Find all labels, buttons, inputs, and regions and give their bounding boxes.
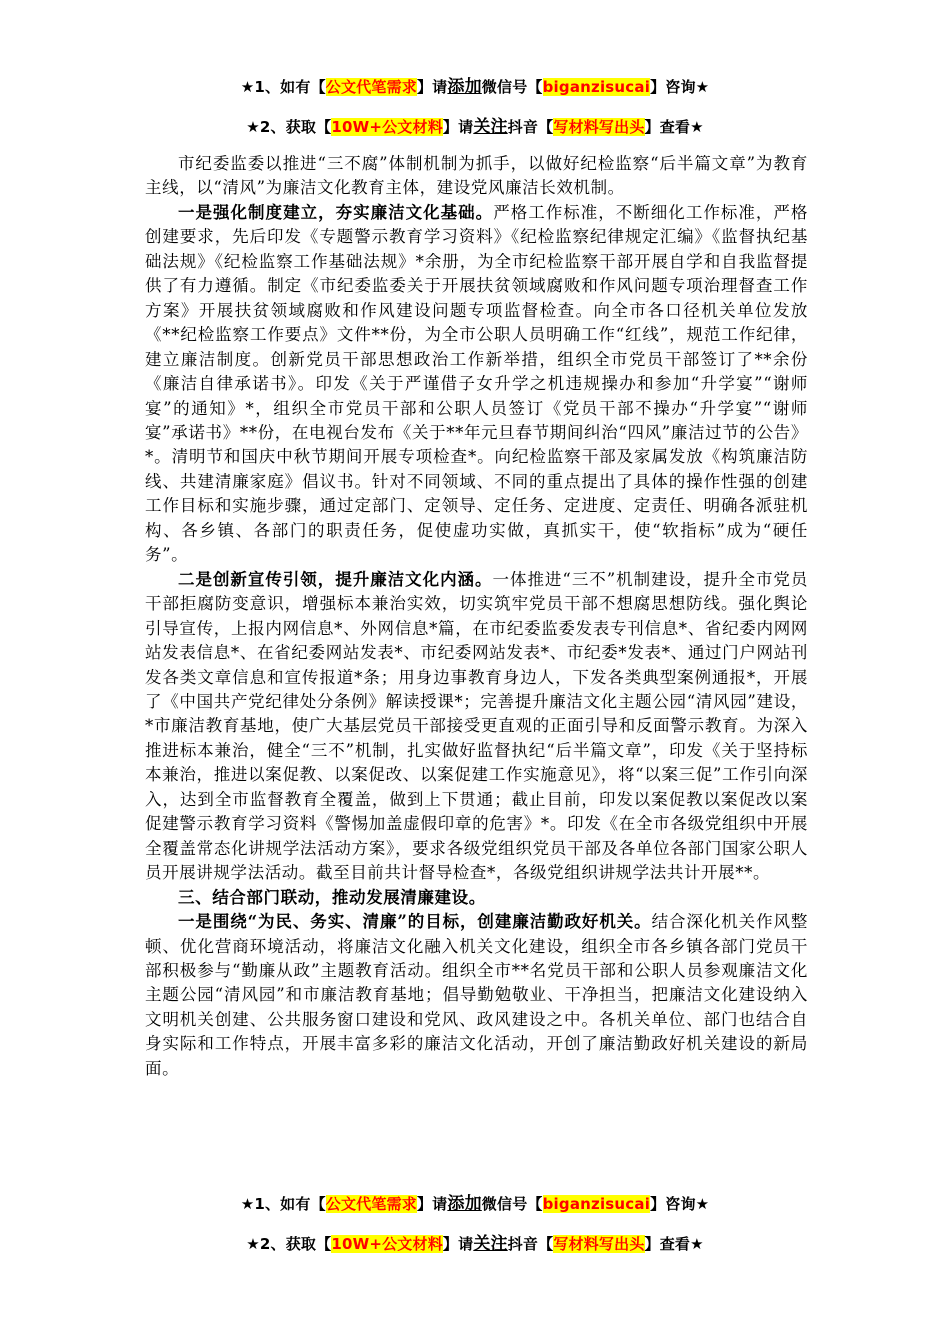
document-body — [145, 152, 808, 1081]
ad-banner-wechat-top: ★1、如有【公文代笔需求】请添加微信号【biganzisucai】咨询★ — [240, 77, 710, 97]
highlight-materials: 10W+公文材料 — [331, 118, 443, 136]
emphasis-add: 添加 — [447, 1194, 482, 1214]
emphasis-add: 添加 — [447, 77, 482, 97]
highlight-wechat-id: biganzisucai — [542, 1195, 651, 1213]
section-heading-three — [145, 886, 808, 910]
paragraph-system-building: 一是强化制度建立，夯实廉洁文化基础。严格工作标准，不断细化工作标准，严格创建要求，先后印发《专题警示教育学习资料》《纪检监察纪律规定汇编》《监督执纪基础法规》《纪检监察工作基础法规》*余册，为全市纪检监察干部开展自学和自我监督提供了有力遵循。制定《市纪委监委关于开展扶贫领域腐败和作风问题专项治理督查工作方案》开展扶贫领域腐败和作风建设问题专项监督检查。向全市各口径机关单位发放《**纪检监察工作要点》文件**份，为全市公职人员明确工作“红线”，规范工作纪律，建立廉洁制度。创新党员干部思想政治工作新举措，组织全市党员干部签订了**余份《廉洁自律承诺书》。印发《关于严谨借子女升学之机违规操办和参加“升学宴”“谢师宴”的通知》*，组织全市党员干部和公职人员签订《党员干部不操办“升学宴”“谢师宴”承诺书》**份，在电视台发布《关于**年元旦春节期间纠治“四风”廉洁过节的公告》*。清明节和国庆中秋节期间开展专项检查*。向纪检监察干部及家属发放《构筑廉洁防线、共建清廉家庭》倡议书。针对不同领域、不同的重点提出了具体的操作性强的创建工作目标和实施步骤，通过定部门、定领导、定任务、定进度、定责任、明确各派驻机构、各乡镇、各部门的职责任务，促使虚功实做，真抓实干，使“软指标”成为“硬任务”。 — [145, 202, 808, 565]
ad-banner-wechat-bottom: ★1、如有【公文代笔需求】请添加微信号【biganzisucai】咨询★ — [240, 1194, 710, 1214]
star-icon: ★ — [240, 78, 255, 96]
highlight-douyin-id: 写材料写出头 — [553, 1235, 645, 1253]
star-icon: ★ — [246, 1235, 260, 1253]
highlight-wechat-id: biganzisucai — [542, 78, 651, 96]
paragraph-heading: 一是围绕“为民、务实、清廉”的目标，创建廉洁勤政好机关。 — [178, 912, 652, 932]
emphasis-follow: 关注 — [473, 1234, 508, 1254]
section-heading: 三、结合部门联动，推动发展清廉建设。 — [178, 887, 486, 907]
paragraph-heading: 二是创新宣传引领，提升廉洁文化内涵。 — [178, 569, 493, 589]
highlight-materials: 10W+公文材料 — [331, 1235, 443, 1253]
highlight-ghostwriting: 公文代笔需求 — [325, 78, 417, 96]
paragraph-intro: 市纪委监委以推进“三不腐”体制机制为抓手，以做好纪检监察“后半篇文章”为教育主线，以“清风”为廉洁文化教育主体，建设党风廉洁长效机制。 — [145, 154, 808, 198]
paragraph-heading: 一是强化制度建立，夯实廉洁文化基础。 — [178, 202, 494, 222]
highlight-douyin-id: 写材料写出头 — [553, 118, 645, 136]
ad-banner-douyin-top: ★2、获取【10W+公文材料】请关注抖音【写材料写出头】查看★ — [246, 117, 704, 137]
star-icon: ★ — [240, 1195, 255, 1213]
ad-banner-douyin-bottom: ★2、获取【10W+公文材料】请关注抖音【写材料写出头】查看★ — [246, 1234, 704, 1254]
paragraph-clean-government: 一是围绕“为民、务实、清廉”的目标，创建廉洁勤政好机关。结合深化机关作风整顿、优化营商环境活动，将廉洁文化融入机关文化建设，组织全市各乡镇各部门党员干部积极参与“勤廉从政”主题教育活动。组织全市**名党员干部和公职人员参观廉洁文化主题公园“清风园”和市廉洁教育基地；倡导勤勉敬业、干净担当，把廉洁文化建设纳入文明机关创建、公共服务窗口建设和党风、政风建设之中。各机关单位、部门也结合自身实际和工作特点，开展丰富多彩的廉洁文化活动，开创了廉洁勤政好机关建设的新局面。 — [145, 912, 809, 1078]
emphasis-follow: 关注 — [473, 117, 508, 137]
paragraph-publicity: 二是创新宣传引领，提升廉洁文化内涵。一体推进“三不”机制建设，提升全市党员干部拒腐防变意识，增强标本兼治实效，切实筑牢党员干部不想腐思想防线。强化舆论引导宣传，上报内网信息*、外网信息*篇，在市纪委监委发表专刊信息*、省纪委内网网站发表信息*、在省纪委网站发表*、市纪委网站发表*、市纪委*发表*、通过门户网站刊发各类文章信息和宣传报道*条；用身边事教育身边人，下发各类典型案例通报*，开展了《中国共产党纪律处分条例》解读授课*；完善提升廉洁文化主题公园“清风园”建设，*市廉洁教育基地，使广大基层党员干部接受更直观的正面引导和反面警示教育。为深入推进标本兼治，健全“三不”机制，扎实做好监督执纪“后半篇文章”，印发《关于坚持标本兼治，推进以案促教、以案促改、以案促建工作实施意见》，将“以案三促”工作引向深入，达到全市监督教育全覆盖，做到上下贯通；截止目前，印发以案促教以案促改以案促建警示教育学习资料《警惕加盖虚假印章的危害》*。印发《在全市各级党组织中开展全覆盖常态化讲规学法活动方案》，要求各级党组织党员干部及各单位各部门国家公职人员开展讲规学法活动。截至目前共计督导检查*，各级党组织讲规学法共计开展**。 — [145, 569, 808, 883]
highlight-ghostwriting: 公文代笔需求 — [325, 1195, 417, 1213]
star-icon: ★ — [246, 118, 260, 136]
